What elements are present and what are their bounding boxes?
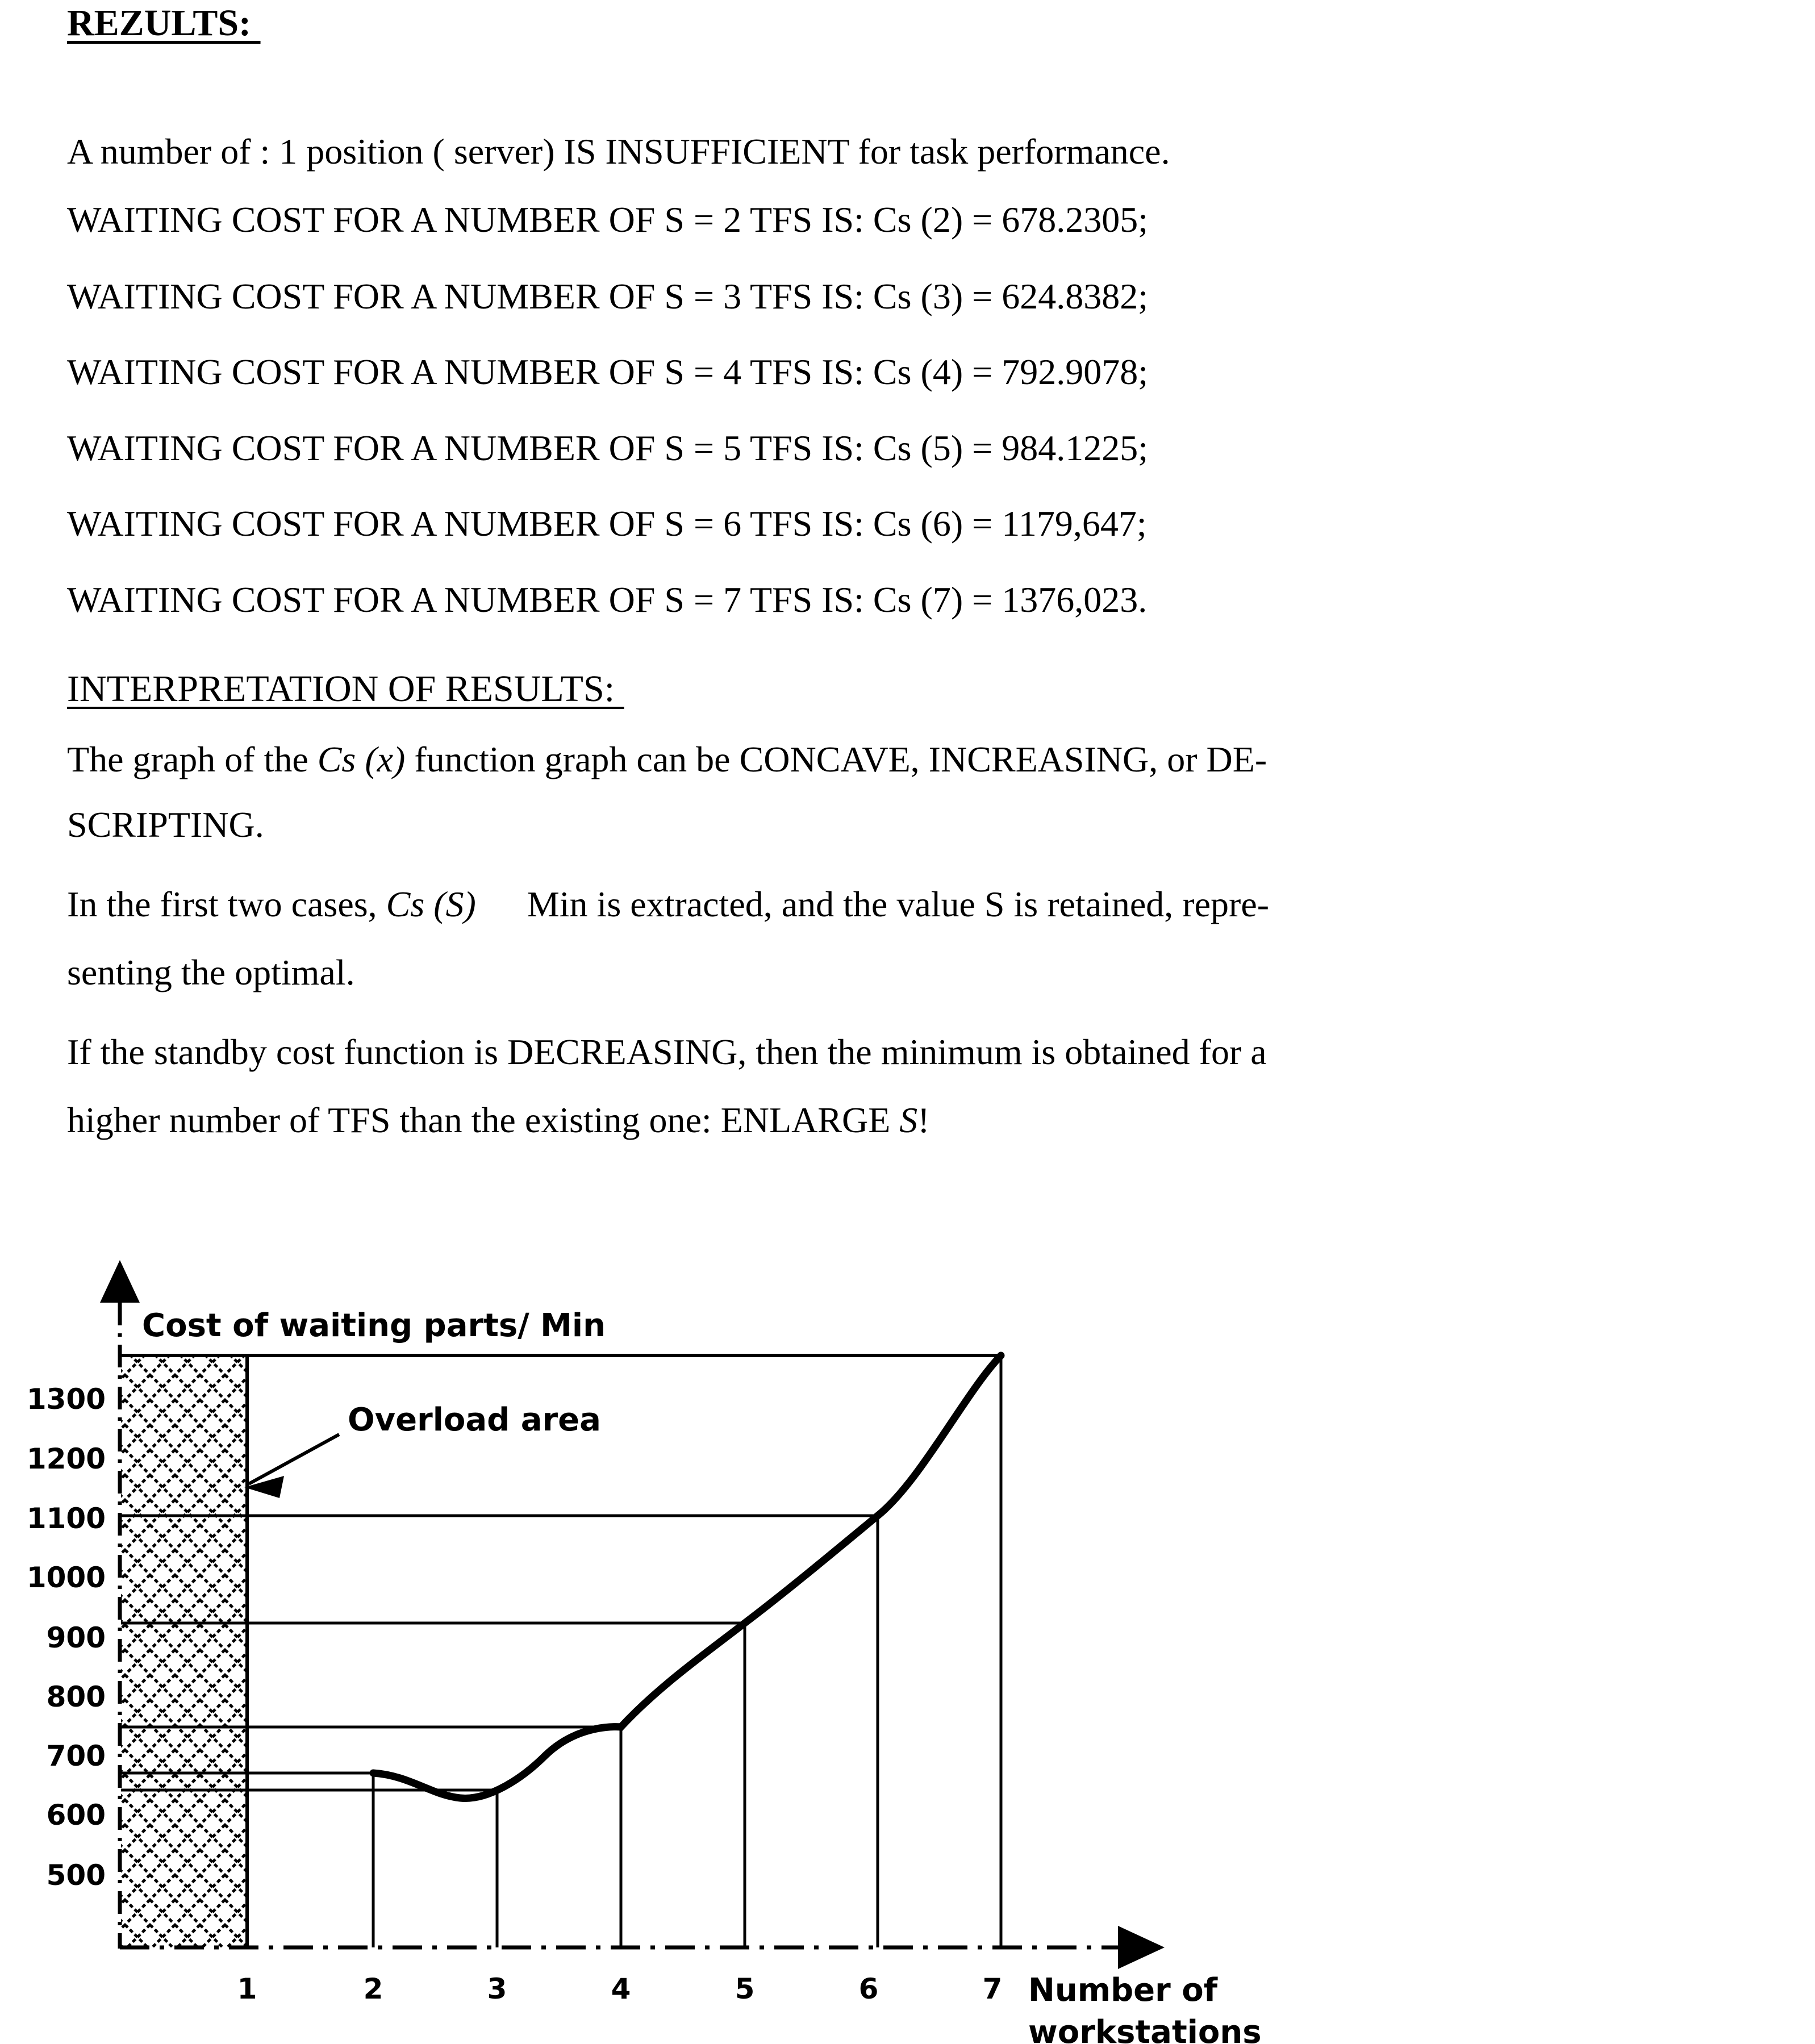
ytick-label-1200: 1200 <box>26 1442 106 1475</box>
ytick-label-900: 900 <box>46 1621 106 1654</box>
interpretation-line-2 <box>67 886 1269 923</box>
interpretation-line-3-cont <box>67 1102 930 1138</box>
x-axis-caption-line2: workstations <box>1028 2014 1262 2044</box>
interpretation-line-1 <box>67 741 1267 778</box>
x-axis-caption-line1: Number of <box>1028 1972 1218 2009</box>
y-axis-caption: Cost of waiting parts/ Min <box>142 1307 606 1344</box>
result-line-5: WAITING COST FOR A NUMBER OF S = 6 TFS IS: Cs (6) = 1179,647; <box>67 503 1147 544</box>
interp-p1-text-a: The graph of the <box>67 739 318 779</box>
ytick-label-1000: 1000 <box>26 1561 106 1594</box>
interpretation-line-1-cont: SCRIPTING. <box>67 804 264 845</box>
ytick-label-600: 600 <box>46 1799 106 1832</box>
interp-p3-text-b: ! <box>917 1100 930 1140</box>
xtick-label-1: 1 <box>237 1972 257 2005</box>
overload-area-label: Overload area <box>348 1401 601 1438</box>
section-title-interpretation: INTERPRETATION OF RESULTS: <box>67 668 624 710</box>
interpretation-line-3: If the standby cost function is DECREASING, then the minimum is obtained for a <box>67 1032 1267 1072</box>
page-title: REZULTS: <box>67 2 261 44</box>
result-line-3: WAITING COST FOR A NUMBER OF S = 4 TFS IS: Cs (4) = 792.9078; <box>67 352 1148 392</box>
ytick-label-1300: 1300 <box>26 1383 106 1416</box>
overload-region <box>121 1355 247 1947</box>
interp-p1-italic: Cs (x) <box>317 739 406 779</box>
interp-p2-text-a: In the first two cases, <box>67 884 386 924</box>
xtick-label-4: 4 <box>611 1972 631 2005</box>
xtick-label-5: 5 <box>735 1972 755 2005</box>
xtick-label-2: 2 <box>363 1972 383 2005</box>
xtick-label-3: 3 <box>487 1972 507 2005</box>
interp-p2-text-b: Min is extracted, and the value S is retained, repre- <box>527 884 1270 924</box>
ytick-label-800: 800 <box>46 1680 106 1713</box>
xtick-label-6: 6 <box>858 1972 879 2005</box>
interp-p2-italic: Cs (S) <box>386 884 476 924</box>
result-line-0: A number of : 1 position ( server) IS INSUFFICIENT for task performance. <box>67 131 1170 172</box>
overload-hatch-fill <box>121 1355 247 1947</box>
result-line-4: WAITING COST FOR A NUMBER OF S = 5 TFS IS: Cs (5) = 984.1225; <box>67 428 1148 468</box>
ytick-label-500: 500 <box>46 1859 106 1892</box>
xtick-label-7: 7 <box>982 1972 1003 2005</box>
result-line-6: WAITING COST FOR A NUMBER OF S = 7 TFS IS: Cs (7) = 1376,023. <box>67 579 1148 620</box>
interp-p3-text-a: higher number of TFS than the existing one: ENLARGE <box>67 1100 900 1140</box>
interp-p1-text-b: function graph can be CONCAVE, INCREASING, or DE- <box>405 739 1267 779</box>
cost-of-waiting-chart <box>0 1250 1363 2044</box>
ytick-label-1100: 1100 <box>26 1502 106 1535</box>
interp-p3-italic: S <box>899 1100 918 1140</box>
result-line-2: WAITING COST FOR A NUMBER OF S = 3 TFS IS: Cs (3) = 624.8382; <box>67 276 1148 316</box>
interpretation-line-2-cont: senting the optimal. <box>67 952 355 992</box>
ytick-label-700: 700 <box>46 1740 106 1772</box>
result-line-1: WAITING COST FOR A NUMBER OF S = 2 TFS IS: Cs (2) = 678.2305; <box>67 199 1148 240</box>
